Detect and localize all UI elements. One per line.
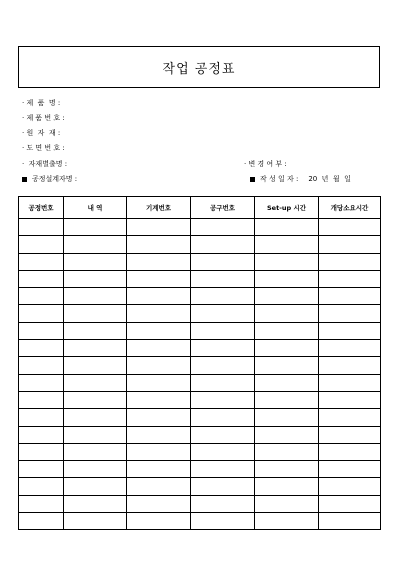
table-row (19, 391, 381, 408)
table-cell[interactable] (319, 305, 381, 322)
col-header-details: 내 역 (64, 197, 127, 219)
table-cell[interactable] (255, 253, 319, 270)
table-row (19, 513, 381, 530)
table-cell[interactable] (319, 478, 381, 495)
field-product-name (22, 98, 60, 108)
field-date (250, 174, 351, 184)
table-cell[interactable] (64, 443, 127, 460)
table-cell[interactable] (255, 374, 319, 391)
table-cell[interactable] (19, 236, 64, 253)
table-cell[interactable] (255, 219, 319, 236)
table-cell[interactable] (191, 236, 255, 253)
table-cell[interactable] (191, 270, 255, 287)
table-cell[interactable] (64, 409, 127, 426)
material-label: · 원 자 재 : (22, 129, 61, 137)
table-cell[interactable] (127, 340, 191, 357)
table-cell[interactable] (255, 322, 319, 339)
table-row (19, 374, 381, 391)
table-cell[interactable] (319, 374, 381, 391)
table-cell[interactable] (64, 357, 127, 374)
table-cell[interactable] (64, 253, 127, 270)
table-row (19, 253, 381, 270)
product-name-label: · 제 품 명 : (22, 99, 61, 107)
table-cell[interactable] (319, 426, 381, 443)
table-cell[interactable] (255, 409, 319, 426)
table-cell[interactable] (64, 288, 127, 305)
table-cell[interactable] (127, 322, 191, 339)
table-cell[interactable] (127, 478, 191, 495)
table-cell[interactable] (19, 374, 64, 391)
table-cell[interactable] (127, 374, 191, 391)
table-cell[interactable] (255, 461, 319, 478)
table-cell[interactable] (319, 391, 381, 408)
table-cell[interactable] (191, 478, 255, 495)
process-table (18, 196, 381, 530)
col-header-machine-no: 기계번호 (127, 197, 191, 219)
table-row (19, 270, 381, 287)
material-spec-label: · 자재별출명 : (22, 160, 68, 168)
table-cell[interactable] (127, 426, 191, 443)
field-designer (22, 174, 77, 184)
table-cell[interactable] (191, 305, 255, 322)
table-cell[interactable] (255, 513, 319, 530)
table-cell[interactable] (319, 443, 381, 460)
table-cell[interactable] (255, 270, 319, 287)
table-cell[interactable] (127, 461, 191, 478)
table-cell[interactable] (127, 357, 191, 374)
table-cell[interactable] (19, 340, 64, 357)
table-cell[interactable] (64, 391, 127, 408)
field-material (22, 128, 60, 138)
table-cell[interactable] (64, 461, 127, 478)
table-cell[interactable] (191, 443, 255, 460)
field-product-number (22, 113, 65, 123)
table-row (19, 409, 381, 426)
table-cell[interactable] (127, 391, 191, 408)
col-header-tool-no: 공구번호 (191, 197, 255, 219)
table-cell[interactable] (64, 478, 127, 495)
product-number-label: · 제 품 번 호 : (22, 114, 65, 122)
table-cell[interactable] (19, 305, 64, 322)
change-label: · 변 경 여 부 : (244, 160, 287, 168)
table-cell[interactable] (127, 495, 191, 512)
table-cell[interactable] (19, 391, 64, 408)
table-cell[interactable] (64, 322, 127, 339)
table-cell[interactable] (19, 513, 64, 530)
table-cell[interactable] (19, 322, 64, 339)
square-bullet-icon (22, 177, 27, 182)
table-row (19, 461, 381, 478)
table-cell[interactable] (255, 495, 319, 512)
table-cell[interactable] (64, 219, 127, 236)
date-label: 작 성 일 자 : (260, 175, 299, 183)
table-cell[interactable] (191, 513, 255, 530)
table-cell[interactable] (127, 409, 191, 426)
table-cell[interactable] (255, 391, 319, 408)
table-row (19, 478, 381, 495)
table-header-row (19, 197, 381, 219)
table-cell[interactable] (255, 443, 319, 460)
table-row (19, 322, 381, 339)
table-cell[interactable] (191, 340, 255, 357)
table-cell[interactable] (19, 495, 64, 512)
table-cell[interactable] (319, 495, 381, 512)
table-cell[interactable] (319, 253, 381, 270)
table-cell[interactable] (255, 305, 319, 322)
table-row (19, 426, 381, 443)
table-cell[interactable] (64, 236, 127, 253)
table-cell[interactable] (319, 322, 381, 339)
table-row (19, 443, 381, 460)
table-cell[interactable] (319, 288, 381, 305)
table-cell[interactable] (191, 461, 255, 478)
table-cell[interactable] (64, 426, 127, 443)
table-cell[interactable] (19, 461, 64, 478)
table-cell[interactable] (127, 305, 191, 322)
title-box (18, 46, 380, 88)
drawing-number-label: · 도 면 번 호 : (22, 144, 65, 152)
table-cell[interactable] (191, 288, 255, 305)
table-cell[interactable] (19, 270, 64, 287)
col-header-setup-time: Set-up 시간 (255, 197, 319, 219)
table-cell[interactable] (191, 409, 255, 426)
table-cell[interactable] (191, 357, 255, 374)
table-row (19, 495, 381, 512)
table-cell[interactable] (19, 253, 64, 270)
table-cell[interactable] (255, 236, 319, 253)
table-cell[interactable] (319, 409, 381, 426)
table-cell[interactable] (19, 219, 64, 236)
table-cell[interactable] (255, 288, 319, 305)
square-bullet-icon (250, 177, 255, 182)
table-cell[interactable] (19, 357, 64, 374)
table-cell[interactable] (127, 513, 191, 530)
table-row (19, 236, 381, 253)
table-cell[interactable] (127, 253, 191, 270)
document-title: 작업 공정표 (162, 61, 236, 77)
table-row (19, 357, 381, 374)
col-header-process-no: 공정번호 (19, 197, 64, 219)
table-body (19, 219, 381, 530)
table-cell[interactable] (319, 236, 381, 253)
table-cell[interactable] (319, 219, 381, 236)
date-value: 20 년 월 일 (308, 175, 351, 183)
table-cell[interactable] (191, 219, 255, 236)
table-cell[interactable] (319, 270, 381, 287)
table-cell[interactable] (127, 219, 191, 236)
table-cell[interactable] (191, 495, 255, 512)
table-cell[interactable] (64, 513, 127, 530)
table-row (19, 288, 381, 305)
table-cell[interactable] (19, 478, 64, 495)
table-cell[interactable] (127, 270, 191, 287)
table-cell[interactable] (64, 270, 127, 287)
table-row (19, 219, 381, 236)
table-cell[interactable] (191, 391, 255, 408)
col-header-unit-time: 개당소요시간 (319, 197, 381, 219)
table-cell[interactable] (64, 305, 127, 322)
table-cell[interactable] (64, 374, 127, 391)
table-cell[interactable] (255, 357, 319, 374)
table-cell[interactable] (191, 426, 255, 443)
table-cell[interactable] (191, 374, 255, 391)
table-cell[interactable] (319, 357, 381, 374)
table-cell[interactable] (19, 409, 64, 426)
table-cell[interactable] (19, 426, 64, 443)
table-cell[interactable] (127, 288, 191, 305)
table-cell[interactable] (191, 322, 255, 339)
field-drawing-number (22, 143, 65, 153)
table-cell[interactable] (191, 253, 255, 270)
table-row (19, 305, 381, 322)
table-cell[interactable] (127, 236, 191, 253)
table-cell[interactable] (255, 478, 319, 495)
designer-label: 공정설계자명 : (32, 175, 78, 183)
table-cell[interactable] (64, 340, 127, 357)
table-row (19, 340, 381, 357)
table-cell[interactable] (319, 461, 381, 478)
table-cell[interactable] (255, 426, 319, 443)
table-cell[interactable] (19, 443, 64, 460)
table-cell[interactable] (319, 513, 381, 530)
table-cell[interactable] (127, 443, 191, 460)
table-cell[interactable] (255, 340, 319, 357)
field-change (244, 159, 287, 169)
field-material-spec (22, 159, 67, 169)
table-cell[interactable] (319, 340, 381, 357)
table-cell[interactable] (19, 288, 64, 305)
table-cell[interactable] (64, 495, 127, 512)
